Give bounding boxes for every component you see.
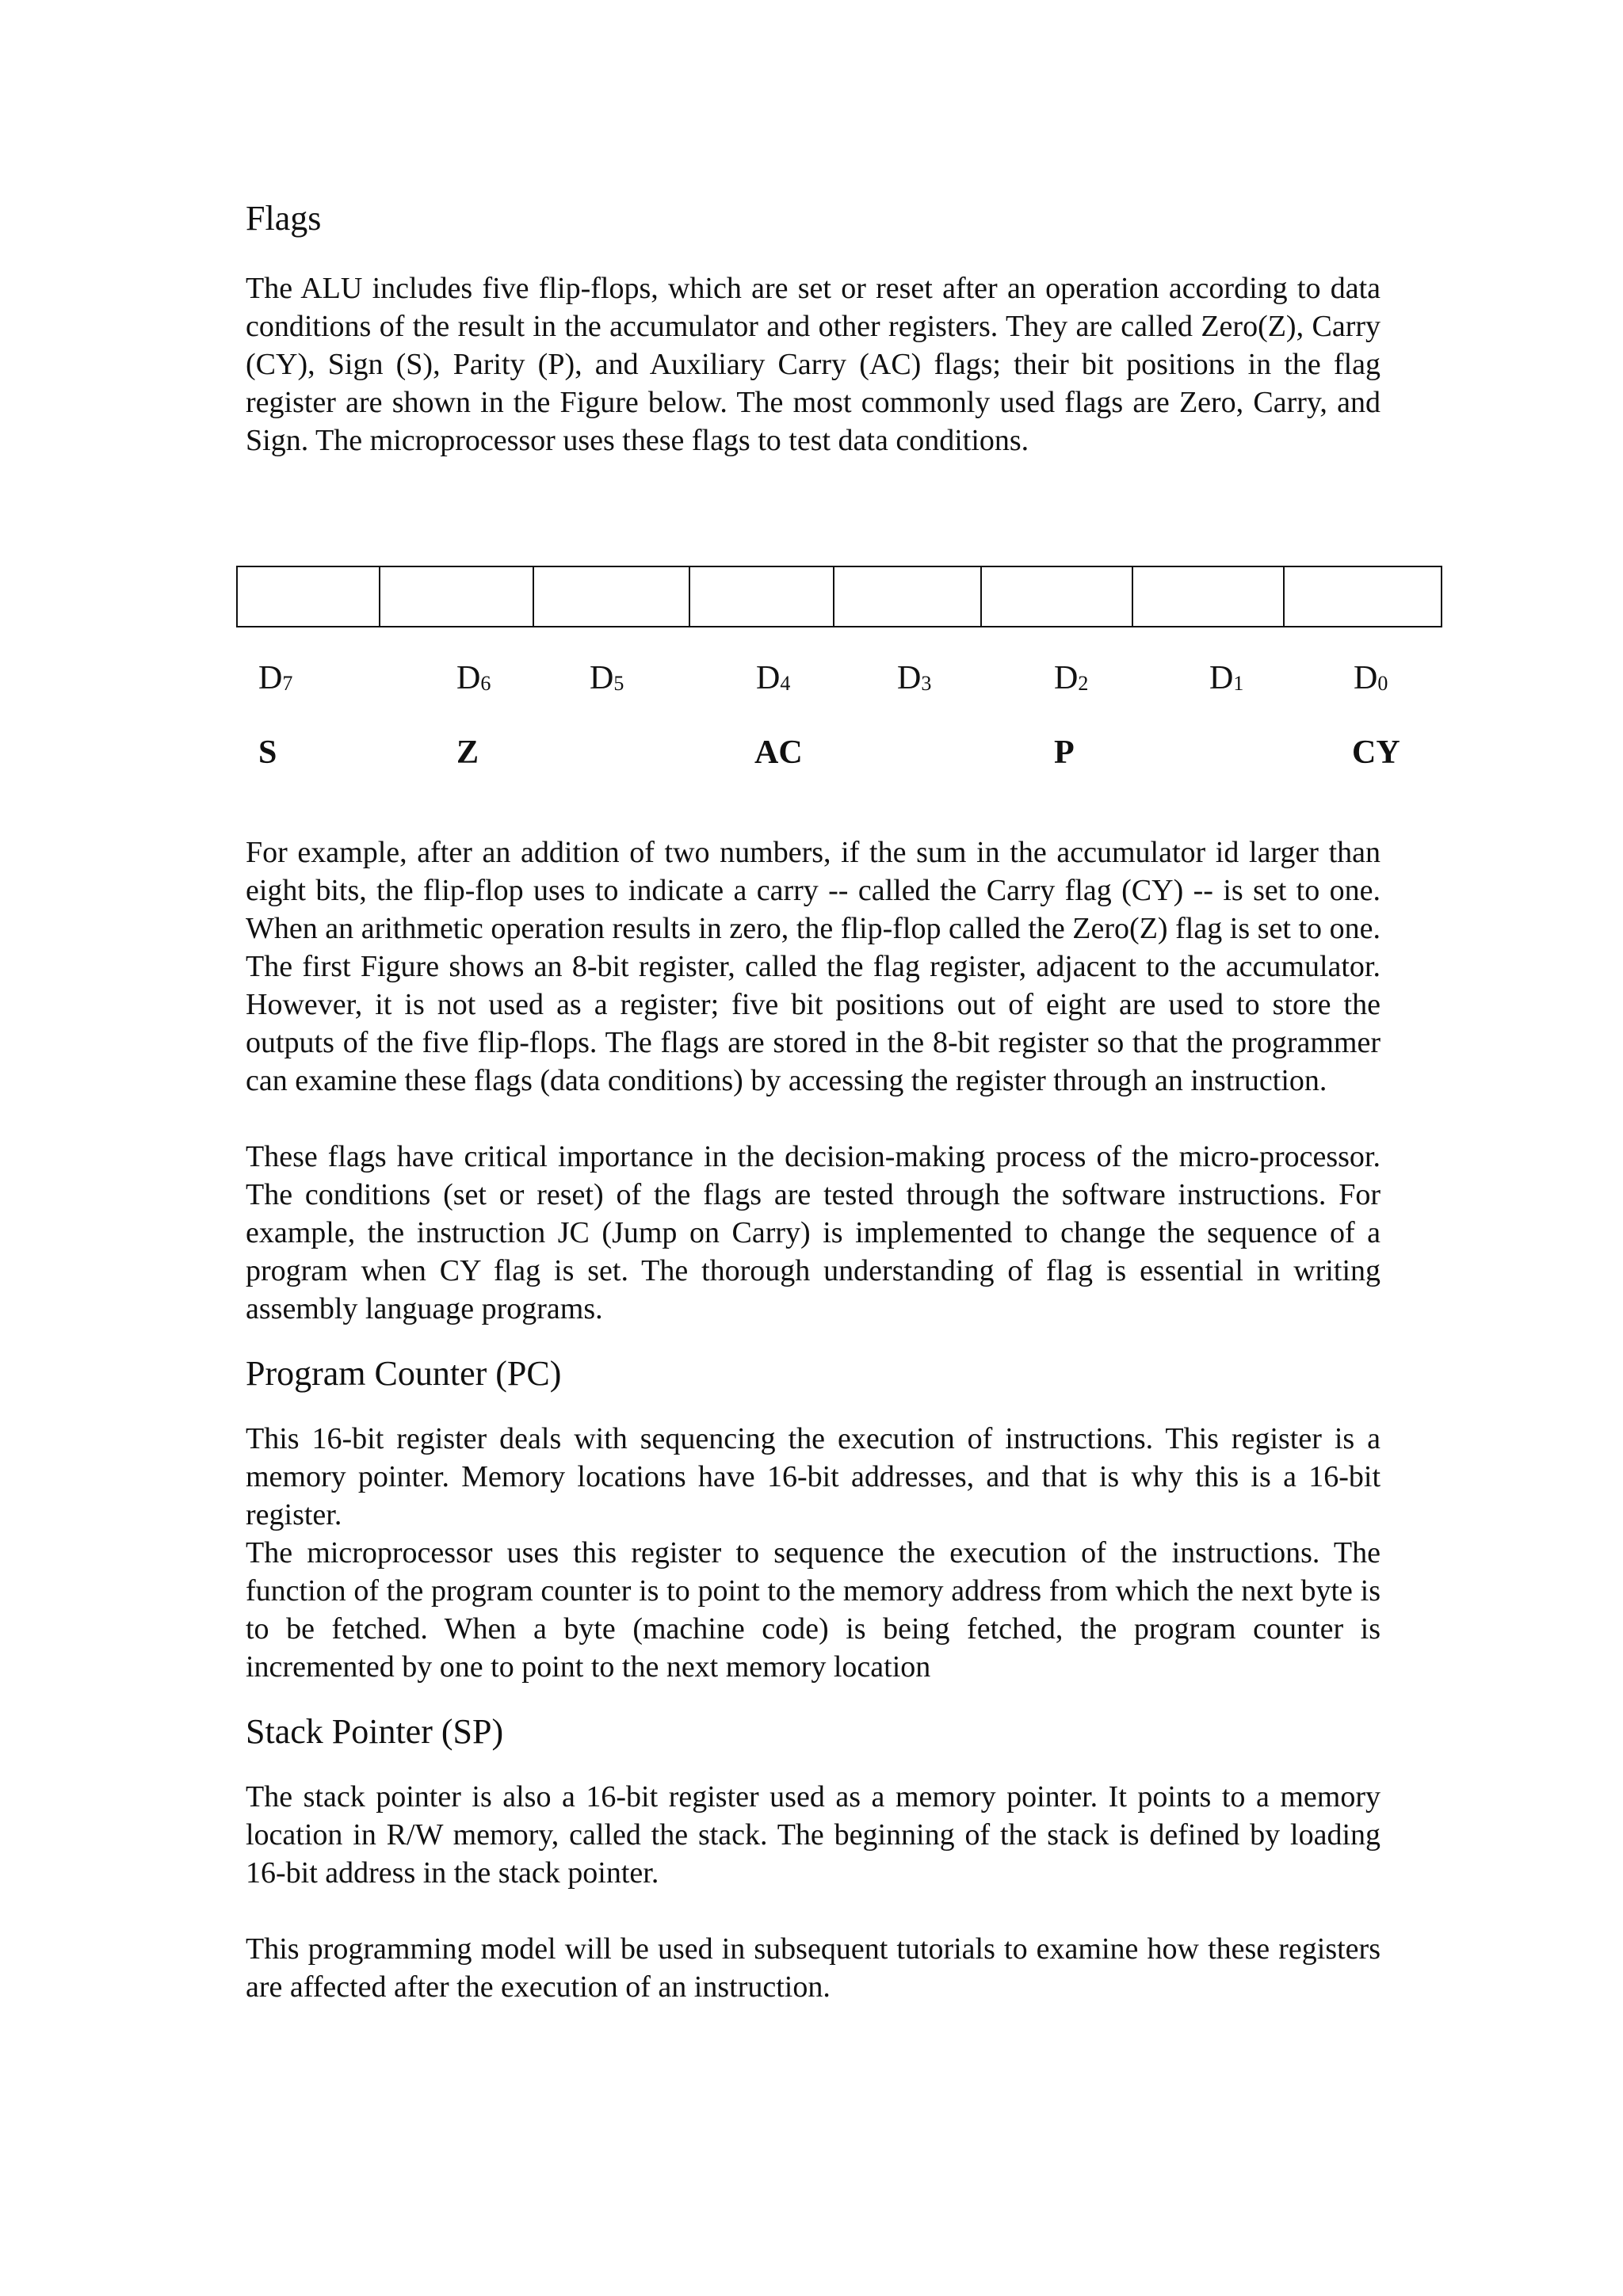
bit-label-d1: $D_1$ xyxy=(1209,660,1244,696)
flag-cell-d6 xyxy=(380,567,534,626)
flags-intro-paragraph: The ALU includes five flip-flops, which are set or reset after an operation according to data conditions of the result in the accumulator and other registers. They are called Zero(Z), Carry (CY), Sign (S), Parity (P), and Auxiliary Carry (AC) flags; their bit positions in the flag register are shown in the Figure below. The most commonly used flags are Zero, Carry, and Sign. The microprocessor uses these flags to test data conditions. xyxy=(246,272,1381,457)
flag-name-carry: CY xyxy=(1352,734,1400,771)
stack-pointer-paragraph-2: This programming model will be used in subsequent tutorials to examine how these registers are affected after the execution of an instruction. xyxy=(246,1932,1381,2004)
flags-intro-section xyxy=(246,269,1381,498)
flags-heading: Flags xyxy=(246,199,322,238)
flag-cell-d4 xyxy=(690,567,834,626)
program-counter-paragraph-2: The microprocessor uses this register to sequence the execution of the instructions. The function of the program counter is to point to the memory address from which the next byte is to be fetched. When a byte (machine code) is being fetched, the program counter is incremented by one to point to the next memory location xyxy=(246,1536,1381,1684)
bit-label-d2: $D_2$ xyxy=(1054,660,1089,696)
flag-register-figure xyxy=(236,566,1442,795)
flag-cell-d2 xyxy=(982,567,1133,626)
bit-label-d4: $D_4$ xyxy=(756,660,791,696)
bit-label-d3: $D_3$ xyxy=(897,660,932,696)
flag-name-parity: P xyxy=(1054,734,1075,771)
bit-label-d0: $D_0$ xyxy=(1354,660,1388,696)
program-counter-paragraph-1: This 16-bit register deals with sequencing the execution of instructions. This register is a memory pointer. Memory locations have 16-bit addresses, and that is why this is a 16-bit register. xyxy=(246,1422,1381,1531)
bit-label-d7: $D_7$ xyxy=(258,660,293,696)
flag-name-auxiliary-carry: AC xyxy=(754,734,803,771)
program-counter-heading: Program Counter (PC) xyxy=(246,1354,562,1393)
flags-importance-paragraph: These flags have critical importance in the decision-making process of the micro-processor. The conditions (set or reset) of the flags are tested through the software instructions. For example, the instruction JC (Jump on Carry) is implemented to change the sequence of a program when CY flag is set. The thorough understanding of flag is essential in writing assembly language programs. xyxy=(246,1140,1381,1325)
flag-register-boxes xyxy=(236,566,1442,627)
flag-cell-d0 xyxy=(1285,567,1441,626)
bit-label-d6: $D_6$ xyxy=(456,660,491,696)
flags-example-paragraph: For example, after an addition of two numbers, if the sum in the accumulator id larger than eight bits, the flip-flop uses to indicate a carry -- called the Carry flag (CY) -- is set to one. When an arithmetic operation results in zero, the flip-flop called the Zero(Z) flag is set to one. The first Figure shows an 8-bit register, called the flag register, adjacent to the accumulator. However, it is not used as a register; five bit positions out of eight are used to store the outputs of the five flip-flops. The flags are stored in the 8-bit register so that the programmer can examine these flags (data conditions) by accessing the register through an instruction. xyxy=(246,836,1381,1097)
flag-name-sign: S xyxy=(258,734,277,771)
flag-cell-d5 xyxy=(534,567,690,626)
flag-name-zero: Z xyxy=(456,734,479,771)
bit-label-d5: $D_5$ xyxy=(590,660,624,696)
flag-cell-d1 xyxy=(1133,567,1285,626)
flag-cell-d3 xyxy=(834,567,982,626)
stack-pointer-heading: Stack Pointer (SP) xyxy=(246,1712,504,1751)
stack-pointer-paragraph-1: The stack pointer is also a 16-bit register used as a memory pointer. It points to a memory location in R/W memory, called the stack. The beginning of the stack is defined by loading 16-bit address in the stack pointer. xyxy=(246,1780,1381,1890)
flag-cell-d7 xyxy=(238,567,380,626)
document-body xyxy=(246,833,1381,2044)
